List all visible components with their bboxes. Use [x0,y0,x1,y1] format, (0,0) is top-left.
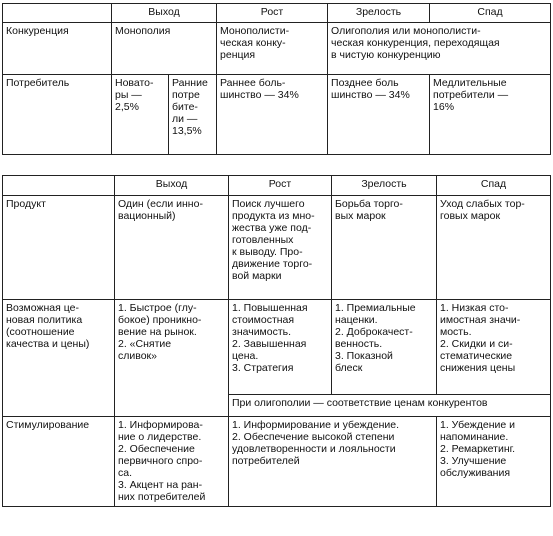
consumer-maturity: Позднее боль шинство — 34% [328,75,430,155]
row-label-product: Продукт [3,196,115,300]
consumer-innovators: Новато- ры — 2,5% [112,75,169,155]
header-growth: Рост [229,176,332,196]
product-growth: Поиск лучшего продукта из мно- жества уже под- готовленных к выводу. Про- движение торго- вой марки [229,196,332,300]
price-label-continuation [3,395,115,417]
consumer-decline: Медлительные потребители — 16% [430,75,551,155]
promotion-launch: 1. Информирова- ние о лидерстве. 2. Обеспечение первичного спро- са. 3. Акцент на ран- них потребителей [115,417,229,507]
header-maturity: Зрелость [332,176,437,196]
promotion-growth-maturity: 1. Информирование и убеждение. 2. Обеспечение высокой степени удовлетворенности и лояльности потребителей [229,417,437,507]
header-launch: Выход [115,176,229,196]
row-label-competition: Конкуренция [3,23,112,75]
price-launch: 1. Быстрое (глу- бокое) проникно- вение на рынок. 2. «Снятие сливок» [115,300,229,395]
lifecycle-market-table [2,3,551,155]
promotion-decline: 1. Убеждение и напоминание. 2. Ремаркетинг. 3. Улучшение обслуживания [437,417,551,507]
row-label-price-policy: Возможная це- новая политика (соотношение качества и цены) [3,300,115,395]
product-decline: Уход слабых тор- говых марок [437,196,551,300]
consumer-growth: Раннее боль- шинство — 34% [217,75,328,155]
price-maturity: 1. Премиальные наценки. 2. Доброкачест- венность. 3. Показной блеск [332,300,437,395]
header-growth: Рост [217,4,328,23]
price-oligopoly-note: При олигополии — соответствие ценам конкурентов [229,395,551,417]
competition-growth: Монополисти- ческая конку- ренция [217,23,328,75]
row-label-promotion: Стимулирование [3,417,115,507]
product-maturity: Борьба торго- вых марок [332,196,437,300]
header-launch: Выход [112,4,217,23]
header-empty [3,176,115,196]
price-decline: 1. Низкая сто- имостная значи- мость. 2. Скидки и си- стематические снижения цены [437,300,551,395]
header-maturity: Зрелость [328,4,430,23]
competition-maturity-decline: Олигополия или монополисти- ческая конкуренция, переходящая в чистую конкуренцию [328,23,551,75]
row-label-consumer: Потребитель [3,75,112,155]
header-decline: Спад [437,176,551,196]
header-empty [3,4,112,23]
lifecycle-marketing-table [2,175,551,507]
product-launch: Один (если инно- вационный) [115,196,229,300]
price-growth: 1. Повышенная стоимостная значимость. 2. Завышенная цена. 3. Стратегия [229,300,332,395]
competition-launch: Монополия [112,23,217,75]
header-decline: Спад [430,4,551,23]
price-launch-continuation [115,395,229,417]
consumer-early-adopters: Ранние потре бите- ли — 13,5% [169,75,217,155]
